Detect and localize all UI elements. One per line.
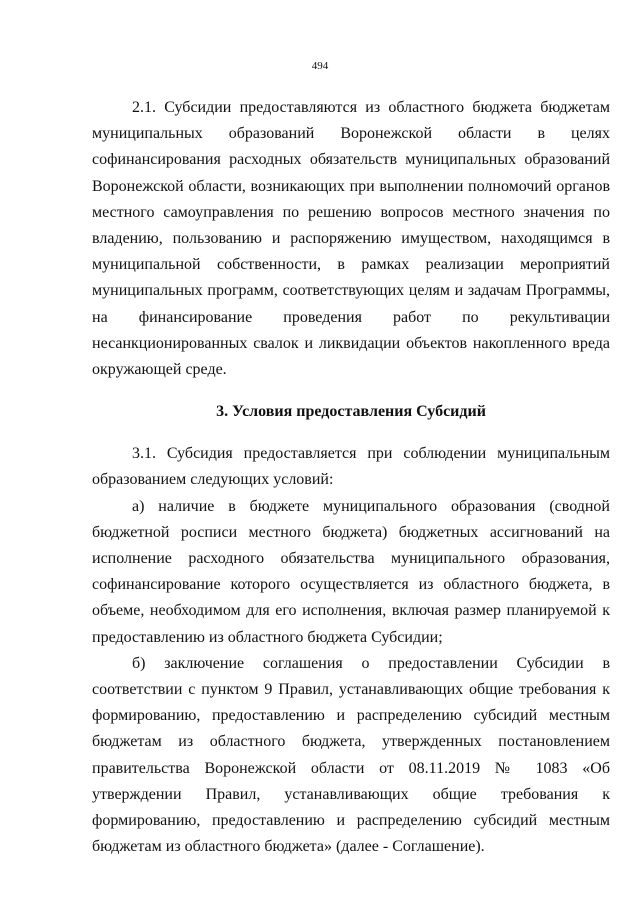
document-body bbox=[92, 95, 610, 860]
paragraph-3-1: 3.1. Субсидия предоставляется при соблюдении муниципальным образованием следующих условий: bbox=[92, 445, 610, 489]
paragraph-3-1-a: а) наличие в бюджете муниципального образования (сводной бюджетной росписи местного бюджета) бюджетных ассигнований на исполнение расходного обязательства муниципального образования, софинансирование которого осуществляется из областного бюджета, в объеме, необходимом для его исполнения, включая размер планируемой к предоставлению из областного бюджета Субсидии; bbox=[92, 497, 610, 646]
page-number: 494 bbox=[311, 60, 329, 72]
paragraph-2-1: 2.1. Субсидии предоставляются из областного бюджета бюджетам муниципальных образований Воронежской области в целях софинансирования расходных обязательств муниципальных образований Воронежской области, возникающих при выполнении полномочий органов местного самоуправления по решению вопросов местного значения по владению, пользованию и распоряжению имуществом, находящимся в муниципальной собственности, в рамках реализации мероприятий муниципальных программ, соответствующих целям и задачам Программы, на финансирование проведения работ по рекультивации несанкционированных свалок и ликвидации объектов накопленного вреда окружающей среде. bbox=[92, 99, 610, 379]
section-3-heading: 3. Условия предоставления Субсидий bbox=[216, 403, 486, 421]
paragraph-3-1-b: б) заключение соглашения о предоставлении Субсидии в соответствии с пунктом 9 Правил, устанавливающих общие требования к формированию, предоставлению и распределению субсидий местным бюджетам из областного бюджета, утвержденных постановлением правительства Воронежской области от 08.11.2019 № 1083 «Об утверждении Правил, устанавливающих общие требования к формированию, предоставлению и распределению субсидий местным бюджетам из областного бюджета» (далее - Соглашение). bbox=[92, 654, 610, 856]
